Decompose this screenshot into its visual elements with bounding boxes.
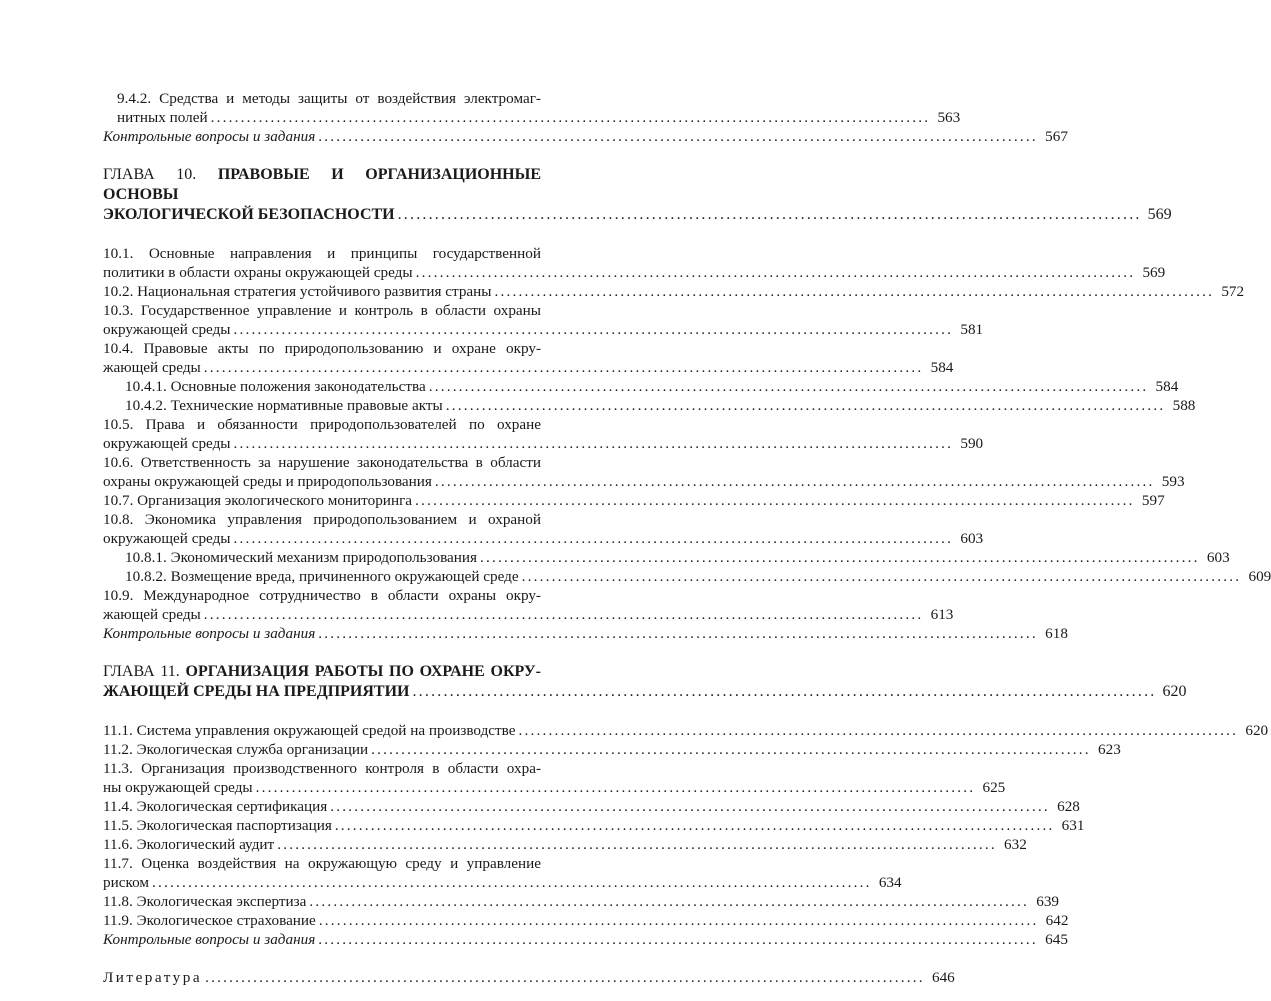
toc-entry-10-3[interactable]: 10.3. Государственное управление и контроль в области охраны окружающей среды ........................................................................................................................ 581 xyxy=(103,302,984,338)
toc-entry-title-line2: жающей среды xyxy=(103,359,201,376)
toc-entry-10-4-1[interactable]: 10.4.1. Основные положения законодательства ........................................................................................................................ 584 xyxy=(125,378,1179,395)
toc-entry-title-line1: 9.4.2. Средства и методы защиты от воздействия электромаг- xyxy=(117,90,541,107)
toc-entry-title: 10.4.2. Технические нормативные правовые акты xyxy=(125,397,443,414)
toc-entry-title-line2: риском xyxy=(103,874,149,891)
references-title: Литература xyxy=(103,969,203,986)
toc-entry-11-5[interactable]: 11.5. Экологическая паспортизация ........................................................................................................................ 631 xyxy=(103,817,1085,834)
toc-entry-11-2[interactable]: 11.2. Экологическая служба организации ........................................................................................................................ 623 xyxy=(103,741,1121,758)
chapter-title-line2: ЖАЮЩЕЙ СРЕДЫ НА ПРЕДПРИЯТИИ xyxy=(103,683,410,700)
page-number: 609 xyxy=(1248,568,1271,585)
toc-entry-title: 11.6. Экологический аудит xyxy=(103,836,275,853)
toc-entry-title-line2: окружающей среды xyxy=(103,530,231,547)
toc-entry-10-5[interactable]: 10.5. Права и обязанности природопользователей по охране окружающей среды ........................................................................................................................ 590 xyxy=(103,416,984,452)
toc-entry-10-4-2[interactable]: 10.4.2. Технические нормативные правовые акты ........................................................................................................................ 588 xyxy=(125,397,1196,414)
page-number: 569 xyxy=(1142,264,1166,281)
toc-entry-title-line1: 10.5. Права и обязанности природопользователей по охране xyxy=(103,416,541,433)
page-number: 563 xyxy=(937,109,961,126)
toc-entry-title-line1: 10.4. Правовые акты по природопользованию и охране окру- xyxy=(103,340,541,357)
page-number: 628 xyxy=(1057,798,1080,815)
toc-entry-title: 10.8.2. Возмещение вреда, причиненного окружающей среде xyxy=(125,568,519,585)
toc-entry-questions-10[interactable]: Контрольные вопросы и задания ........................................................................................................................ 618 xyxy=(103,625,1068,642)
toc-entry-title: Контрольные вопросы и задания xyxy=(103,931,316,948)
toc-entry-10-1[interactable]: 10.1. Основные направления и принципы государственной политики в области охраны окружающей среды ........................................................................................................................ 569 xyxy=(103,245,1166,281)
toc-entry-title-line2: жающей среды xyxy=(103,606,201,623)
toc-entry-10-8[interactable]: 10.8. Экономика управления природопользованием и охраной окружающей среды ........................................................................................................................ 603 xyxy=(103,511,984,547)
toc-entry-title: 11.1. Система управления окружающей средой на производстве xyxy=(103,722,516,739)
page-number: 584 xyxy=(930,359,954,376)
toc-entry-title: 11.9. Экологическое страхование xyxy=(103,912,316,929)
page-number: 584 xyxy=(1155,378,1179,395)
page-number: 590 xyxy=(960,435,984,452)
toc-entry-title-line1: 10.8. Экономика управления природопользованием и охраной xyxy=(103,511,541,528)
toc-entry-title: 10.7. Организация экологического мониторинга xyxy=(103,492,413,509)
toc-entry-11-4[interactable]: 11.4. Экологическая сертификация ........................................................................................................................ 628 xyxy=(103,798,1080,815)
toc-entry-9-4-2[interactable]: 9.4.2. Средства и методы защиты от воздействия электромаг- нитных полей ........................................................................................................................ 563 xyxy=(117,90,961,126)
table-of-contents xyxy=(103,89,1271,987)
toc-entry-11-8[interactable]: 11.8. Экологическая экспертиза ........................................................................................................................ 639 xyxy=(103,893,1059,910)
toc-entry-title-line1: 11.3. Организация производственного контроля в области охра- xyxy=(103,760,541,777)
toc-entry-11-6[interactable]: 11.6. Экологический аудит ........................................................................................................................ 632 xyxy=(103,836,1027,853)
toc-entry-10-7[interactable]: 10.7. Организация экологического мониторинга ........................................................................................................................ 597 xyxy=(103,492,1165,509)
toc-entry-title: 11.4. Экологическая сертификация xyxy=(103,798,328,815)
toc-entry-title-line2: нитных полей xyxy=(117,109,208,126)
toc-entry-title-line2: охраны окружающей среды и природопользования xyxy=(103,473,432,490)
toc-entry-11-9[interactable]: 11.9. Экологическое страхование ........................................................................................................................ 642 xyxy=(103,912,1069,929)
page-number: 597 xyxy=(1141,492,1165,509)
page-number: 620 xyxy=(1162,683,1187,700)
page-number: 618 xyxy=(1045,625,1068,642)
chapter-title-line1: ОРГАНИЗАЦИЯ РАБОТЫ ПО ОХРАНЕ ОКРУ- xyxy=(185,663,541,680)
toc-entry-11-1[interactable]: 11.1. Система управления окружающей средой на производстве ........................................................................................................................ 620 xyxy=(103,722,1269,739)
page-number: 645 xyxy=(1045,931,1068,948)
toc-entry-title-line2: политики в области охраны окружающей среды xyxy=(103,264,413,281)
toc-entry-title-line1: 10.3. Государственное управление и контроль в области охраны xyxy=(103,302,541,319)
toc-entry-title-line1: 11.7. Оценка воздействия на окружающую среду и управление xyxy=(103,855,541,872)
toc-entry-title-line2: окружающей среды xyxy=(103,435,231,452)
page-number: 631 xyxy=(1061,817,1085,834)
page-number: 634 xyxy=(878,874,902,891)
page-number: 567 xyxy=(1045,128,1068,145)
toc-entry-title: 10.4.1. Основные положения законодательства xyxy=(125,378,426,395)
chapter-title-line1: ПРАВОВЫЕ И ОРГАНИЗАЦИОННЫЕ ОСНОВЫ xyxy=(103,166,541,203)
toc-chapter-11[interactable]: ГЛАВА 11. ОРГАНИЗАЦИЯ РАБОТЫ ПО ОХРАНЕ ОКРУ- ЖАЮЩЕЙ СРЕДЫ НА ПРЕДПРИЯТИИ ........................................................................................................................ 620 xyxy=(103,663,1187,700)
page-number: 603 xyxy=(1206,549,1230,566)
toc-entry-10-6[interactable]: 10.6. Ответственность за нарушение законодательства в области охраны окружающей среды и природопользования ........................................................................................................................ 593 xyxy=(103,454,1185,490)
toc-entry-10-9[interactable]: 10.9. Международное сотрудничество в области охраны окру- жающей среды ........................................................................................................................ 613 xyxy=(103,587,954,623)
page-number: 623 xyxy=(1098,741,1121,758)
toc-entry-title-line2: окружающей среды xyxy=(103,321,231,338)
toc-entry-10-8-1[interactable]: 10.8.1. Экономический механизм природопользования ........................................................................................................................ 603 xyxy=(125,549,1230,566)
toc-entry-title: 10.8.1. Экономический механизм природопользования xyxy=(125,549,478,566)
page-number: 639 xyxy=(1036,893,1059,910)
toc-entry-title: 11.2. Экологическая служба организации xyxy=(103,741,369,758)
chapter-prefix: ГЛАВА 11. xyxy=(103,663,186,680)
toc-entry-title: 10.2. Национальная стратегия устойчивого развития страны xyxy=(103,283,492,300)
page-number: 646 xyxy=(931,969,955,986)
toc-entry-10-8-2[interactable]: 10.8.2. Возмещение вреда, причиненного окружающей среде ........................................................................................................................ 609 xyxy=(125,568,1271,585)
toc-entry-questions-11[interactable]: Контрольные вопросы и задания ........................................................................................................................ 645 xyxy=(103,931,1068,948)
toc-entry-title-line1: 10.1. Основные направления и принципы государственной xyxy=(103,245,541,262)
toc-entry-questions-9[interactable]: Контрольные вопросы и задания ........................................................................................................................ 567 xyxy=(103,128,1068,145)
toc-entry-11-3[interactable]: 11.3. Организация производственного контроля в области охра- ны окружающей среды ........................................................................................................................ 625 xyxy=(103,760,1006,796)
toc-entry-title-line1: 10.6. Ответственность за нарушение законодательства в области xyxy=(103,454,541,471)
page-number: 588 xyxy=(1172,397,1196,414)
toc-entry-10-2[interactable]: 10.2. Национальная стратегия устойчивого развития страны ........................................................................................................................ 572 xyxy=(103,283,1245,300)
toc-entry-11-7[interactable]: 11.7. Оценка воздействия на окружающую среду и управление риском ........................................................................................................................ 634 xyxy=(103,855,902,891)
toc-entry-title-line1: 10.9. Международное сотрудничество в области охраны окру- xyxy=(103,587,541,604)
toc-entry-10-4[interactable]: 10.4. Правовые акты по природопользованию и охране окру- жающей среды ........................................................................................................................ 584 xyxy=(103,340,954,376)
page-number: 620 xyxy=(1245,722,1269,739)
page-number: 632 xyxy=(1004,836,1027,853)
page-number: 625 xyxy=(982,779,1006,796)
page-number: 603 xyxy=(960,530,984,547)
toc-entry-title: 11.8. Экологическая экспертиза xyxy=(103,893,307,910)
toc-chapter-10[interactable]: ГЛАВА 10. ПРАВОВЫЕ И ОРГАНИЗАЦИОННЫЕ ОСНОВЫ ЭКОЛОГИЧЕСКОЙ БЕЗОПАСНОСТИ ........................................................................................................................ 569 xyxy=(103,166,1172,223)
page-number: 593 xyxy=(1161,473,1185,490)
page-number: 581 xyxy=(960,321,984,338)
chapter-prefix: ГЛАВА 10. xyxy=(103,166,218,183)
chapter-title-line2: ЭКОЛОГИЧЕСКОЙ БЕЗОПАСНОСТИ xyxy=(103,206,395,223)
toc-entry-title: 11.5. Экологическая паспортизация xyxy=(103,817,332,834)
page-number: 569 xyxy=(1147,206,1172,223)
toc-entry-title: Контрольные вопросы и задания xyxy=(103,128,316,145)
page-number: 642 xyxy=(1045,912,1069,929)
page-number: 572 xyxy=(1221,283,1245,300)
toc-entry-references[interactable]: Литература ........................................................................................................................ 646 xyxy=(103,969,955,986)
page-number: 613 xyxy=(930,606,954,623)
toc-entry-title: Контрольные вопросы и задания xyxy=(103,625,316,642)
toc-entry-title-line2: ны окружающей среды xyxy=(103,779,253,796)
